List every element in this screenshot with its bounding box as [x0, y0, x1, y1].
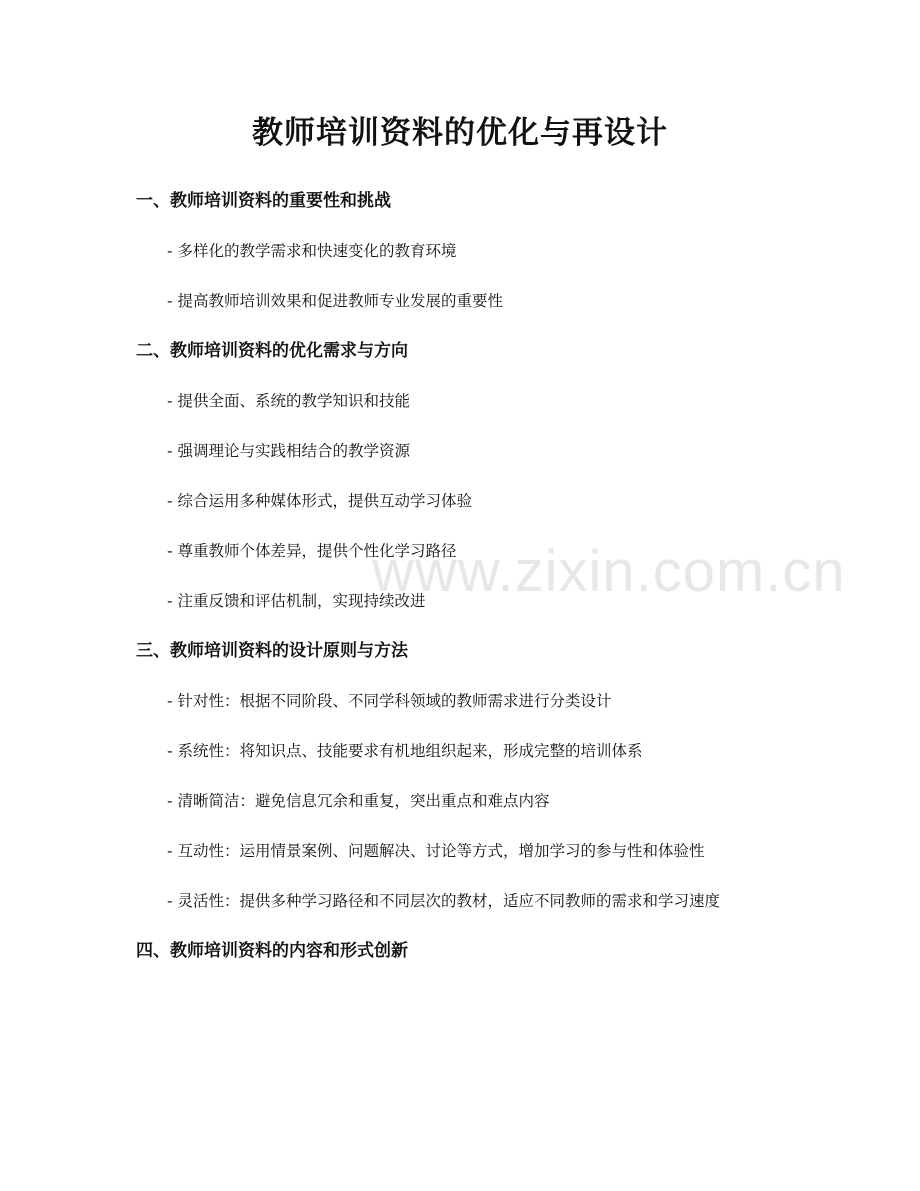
list-item: - 互动性：运用情景案例、问题解决、讨论等方式，增加学习的参与性和体验性 [167, 842, 705, 860]
list-item: - 系统性：将知识点、技能要求有机地组织起来，形成完整的培训体系 [167, 742, 643, 760]
watermark: www.zixin.com.cn [372, 539, 846, 604]
section-heading-4: 四、教师培训资料的内容和形式创新 [136, 941, 408, 961]
section-heading-3: 三、教师培训资料的设计原则与方法 [136, 641, 408, 661]
list-item: - 尊重教师个体差异，提供个性化学习路径 [167, 542, 457, 560]
list-item: - 针对性：根据不同阶段、不同学科领域的教师需求进行分类设计 [167, 692, 612, 710]
list-item: - 注重反馈和评估机制，实现持续改进 [167, 592, 426, 610]
list-item: - 强调理论与实践相结合的教学资源 [167, 442, 411, 460]
document-title: 教师培训资料的优化与再设计 [252, 115, 668, 151]
list-item: - 综合运用多种媒体形式，提供互动学习体验 [167, 492, 473, 510]
section-heading-1: 一、教师培训资料的重要性和挑战 [136, 191, 391, 211]
list-item: - 提供全面、系统的教学知识和技能 [167, 392, 411, 410]
list-item: - 清晰简洁：避免信息冗余和重复，突出重点和难点内容 [167, 792, 550, 810]
section-heading-2: 二、教师培训资料的优化需求与方向 [136, 341, 408, 361]
document-body [136, 178, 786, 978]
list-item: - 多样化的教学需求和快速变化的教育环境 [167, 242, 457, 260]
list-item: - 提高教师培训效果和促进教师专业发展的重要性 [167, 292, 504, 310]
list-item: - 灵活性：提供多种学习路径和不同层次的教材，适应不同教师的需求和学习速度 [167, 892, 721, 910]
